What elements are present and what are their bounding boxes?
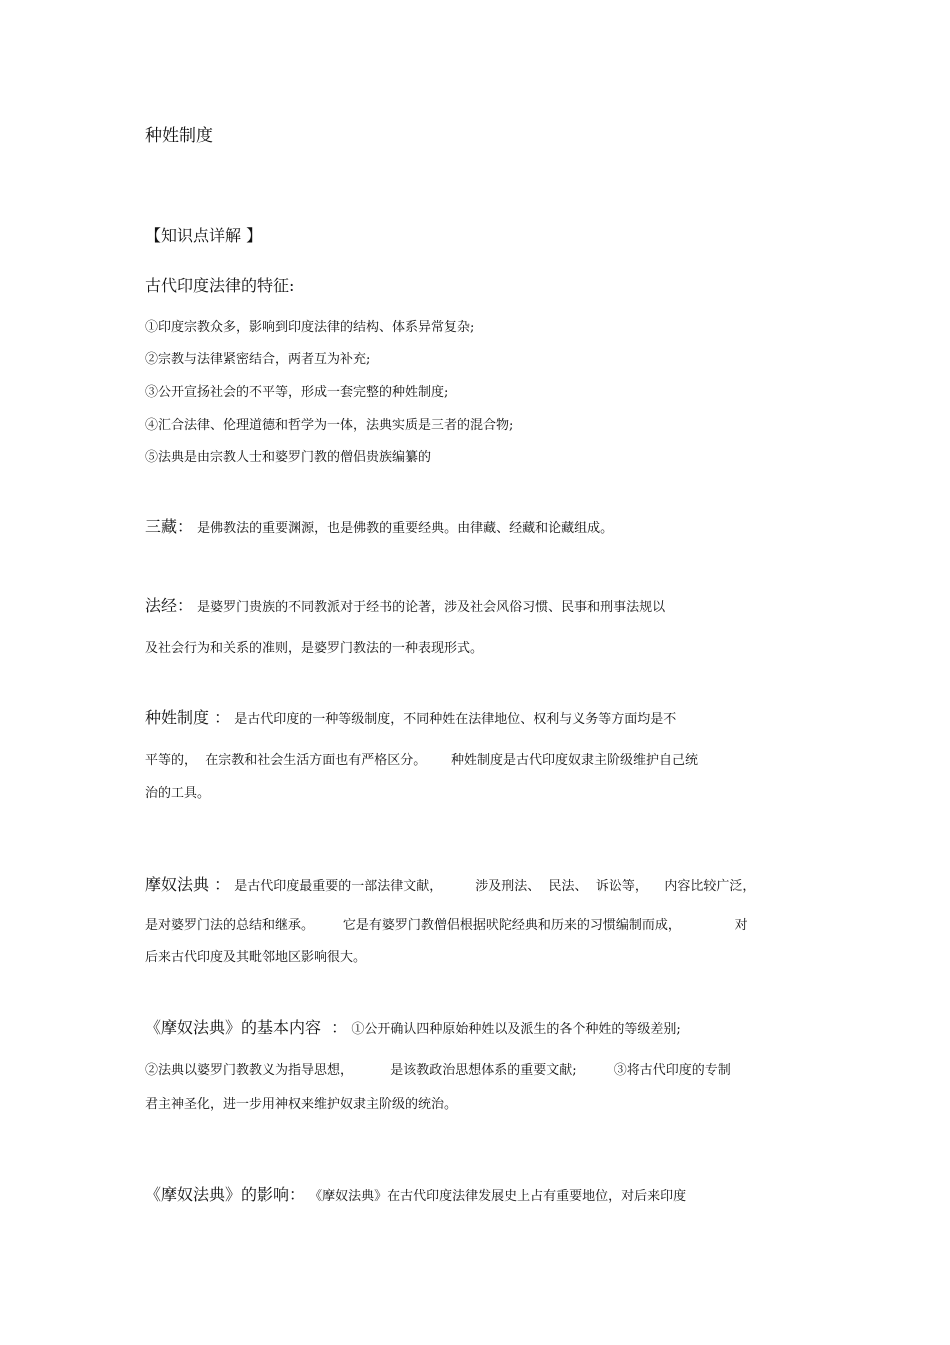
manu-influence-text-1: 《摩奴法典》在古代印度法律发展史上占有重要地位，对后来印度 — [305, 1189, 687, 1204]
manu-content-text-2: ②法典以婆罗门教教义为指导思想， 是该教政治思想体系的重要文献; ③将古代印度的专制 — [145, 1063, 731, 1078]
manu-text-1: 是古代印度最重要的一部法律文献， 涉及刑法、 民法、 诉讼等， 内容比较广泛， — [230, 879, 756, 894]
feature-item-1: ①印度宗教众多，影响到印度法律的结构、体系异常复杂; — [145, 320, 475, 335]
manu-text-2: 是对婆罗门法的总结和继承。 它是有婆罗门教僧侣根据吠陀经典和历来的习惯编制而成， 对 — [145, 918, 748, 933]
document-title: 种姓制度 — [145, 126, 213, 146]
manu-influence-term: 《摩奴法典》的影响： — [145, 1185, 306, 1204]
caste-text-3: 治的工具。 — [145, 786, 211, 801]
section-heading: 【知识点详解 】 — [145, 226, 263, 245]
sanzang-text: 是佛教法的重要渊源，也是佛教的重要经典。由律藏、经藏和论藏组成。 — [193, 521, 614, 536]
manu-content-text-1: ①公开确认四种原始种姓以及派生的各个种姓的等级差别; — [347, 1022, 681, 1037]
fajing-text-1: 是婆罗门贵族的不同教派对于经书的论著，涉及社会风俗习惯、民事和刑事法规以 — [193, 600, 666, 615]
sanzang-term: 三藏： — [145, 517, 194, 536]
caste-term: 种姓制度 ： — [145, 708, 231, 727]
fajing-paragraph-line-1 — [145, 598, 665, 616]
manu-paragraph-line-1 — [145, 877, 755, 895]
caste-text-1: 是古代印度的一种等级制度，不同种姓在法律地位、权利与义务等方面均是不 — [230, 712, 677, 727]
fajing-term: 法经： — [145, 596, 194, 615]
manu-content-term: 《摩奴法典》的基本内容 ： — [145, 1018, 348, 1037]
caste-paragraph-line-1 — [145, 710, 676, 728]
manu-term: 摩奴法典 ： — [145, 875, 231, 894]
feature-item-4: ④汇合法律、伦理道德和哲学为一体，法典实质是三者的混合物; — [145, 418, 514, 433]
features-heading: 古代印度法律的特征: — [145, 276, 295, 295]
manu-text-3: 后来古代印度及其毗邻地区影响很大。 — [145, 950, 367, 965]
caste-text-2: 平等的， 在宗教和社会生活方面也有严格区分。 种姓制度是古代印度奴隶主阶级维护自己统 — [145, 753, 699, 768]
feature-item-2: ②宗教与法律紧密结合，两者互为补充; — [145, 352, 371, 367]
manu-content-paragraph-line-1 — [145, 1020, 681, 1038]
sanzang-paragraph — [145, 519, 613, 537]
manu-influence-paragraph-line-1 — [145, 1187, 686, 1205]
feature-item-5: ⑤法典是由宗教人士和婆罗门教的僧侣贵族编纂的 — [145, 450, 432, 465]
feature-item-3: ③公开宣扬社会的不平等，形成一套完整的种姓制度; — [145, 385, 449, 400]
fajing-text-2: 及社会行为和关系的准则，是婆罗门教法的一种表现形式。 — [145, 641, 484, 656]
manu-content-text-3: 君主神圣化，进一步用神权来维护奴隶主阶级的统治。 — [145, 1097, 458, 1112]
